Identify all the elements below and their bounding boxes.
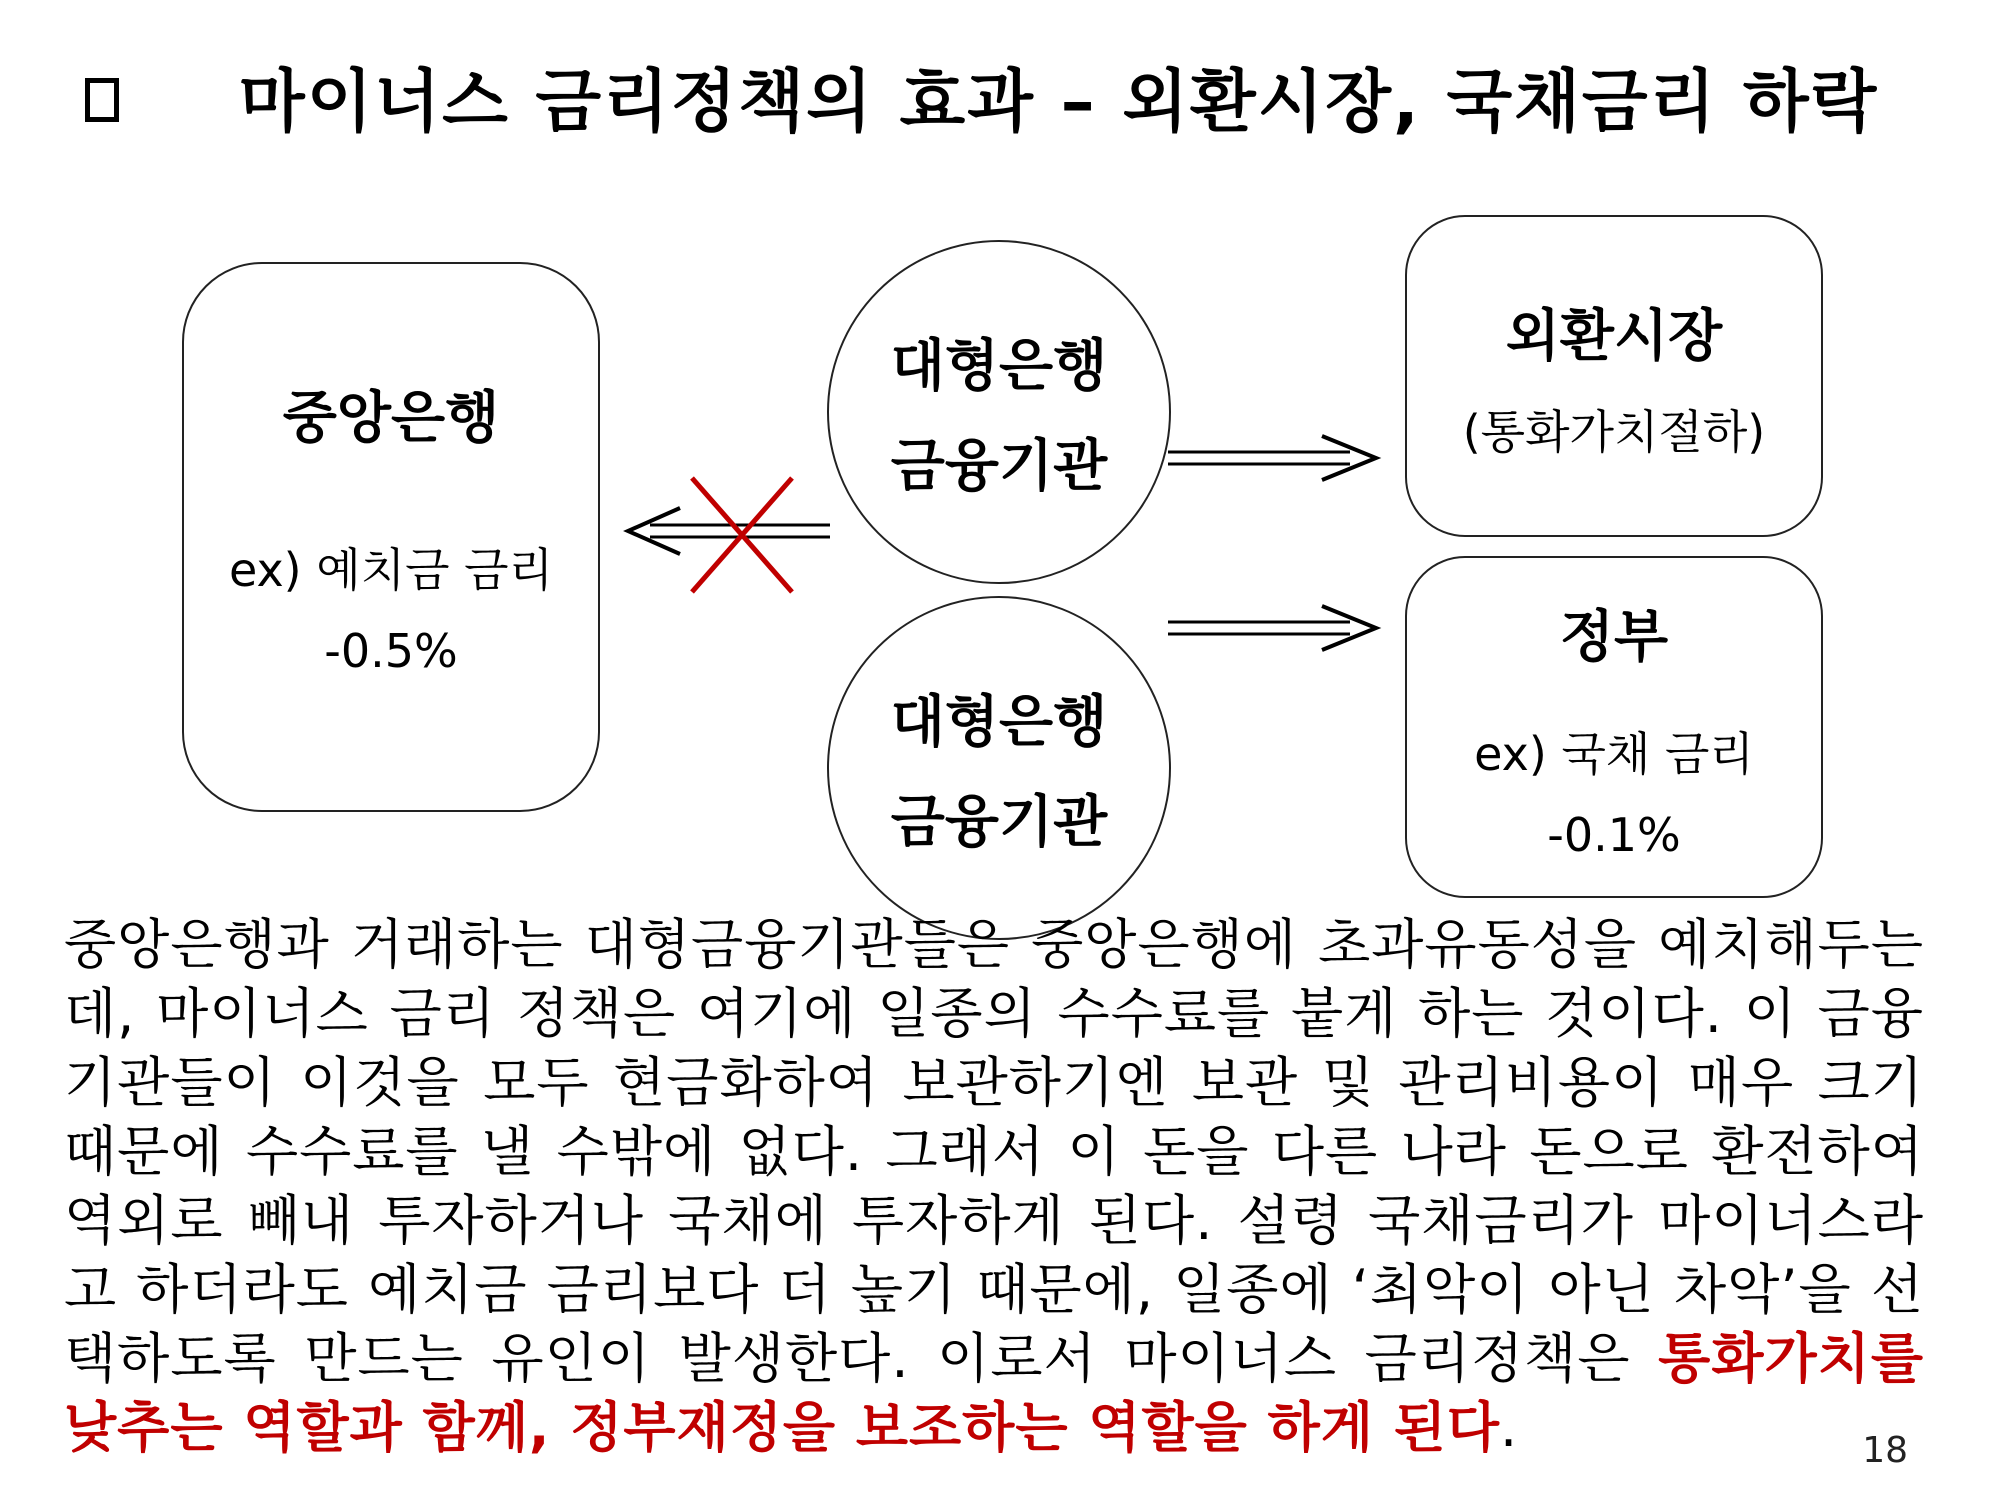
government-name: 정부 <box>1559 605 1669 670</box>
fx-market-box <box>1405 215 1823 537</box>
arrow-to-government <box>1168 606 1376 650</box>
bond-rate-value: -0.1% <box>1547 808 1681 862</box>
body-paragraph <box>64 910 1924 1462</box>
fx-market-name: 외환시장 <box>1505 304 1723 369</box>
bank-bottom-line1: 대형은행 <box>890 690 1108 755</box>
cross-icon <box>692 478 792 592</box>
body-end: . <box>1500 1396 1519 1459</box>
deposit-rate-value: -0.5% <box>324 624 458 678</box>
large-bank-circle-top <box>827 240 1171 584</box>
bond-rate-label: ex) 국채 금리 <box>1474 727 1754 781</box>
large-bank-circle-bottom <box>827 596 1171 940</box>
body-text: 중앙은행과 거래하는 대형금융기관들은 중앙은행에 초과유동성을 예치해두는데, 마이너스 금리 정책은 여기에 일종의 수수료를 붙게 하는 것이다. 이 금융기관들이 이것을 모두 현금화하여 보관하기엔 보관 및 관리비용이 매우 크기 때문에 수수료를 낼 수밖에 없다. 그래서 이 돈을 다른 나라 돈으로 환전하여 역외로 빼내 투자하거나 국채에 투자하게 된다. 설령 국채금리가 마이너스라고 하더라도 예치금 금리보다 더 높기 때문에, 일종에 ‘최악이 아닌 차악’을 선택하도록 만드는 유인이 발생한다. 이로서 마이너스 금리정책은 <box>64 913 1924 1390</box>
page-number: 18 <box>1862 1430 1908 1471</box>
bank-top-line1: 대형은행 <box>890 334 1108 399</box>
title-text: 마이너스 금리정책의 효과 – 외환시장, 국채금리 하락 <box>239 63 1879 142</box>
body-highlight: 통화가치를 낮추는 역할과 함께, 정부재정을 보조하는 역할을 하게 된다 <box>64 1327 1924 1459</box>
deposit-rate-label: ex) 예치금 금리 <box>228 543 554 597</box>
bank-bottom-line2: 금융기관 <box>890 790 1108 855</box>
central-bank-box <box>182 262 600 812</box>
bank-top-line2: 금융기관 <box>890 434 1108 499</box>
fx-market-note: (통화가치절하) <box>1462 405 1766 459</box>
government-box <box>1405 556 1823 898</box>
arrow-to-fx-market <box>1168 436 1376 480</box>
central-bank-name: 중앙은행 <box>282 386 500 451</box>
